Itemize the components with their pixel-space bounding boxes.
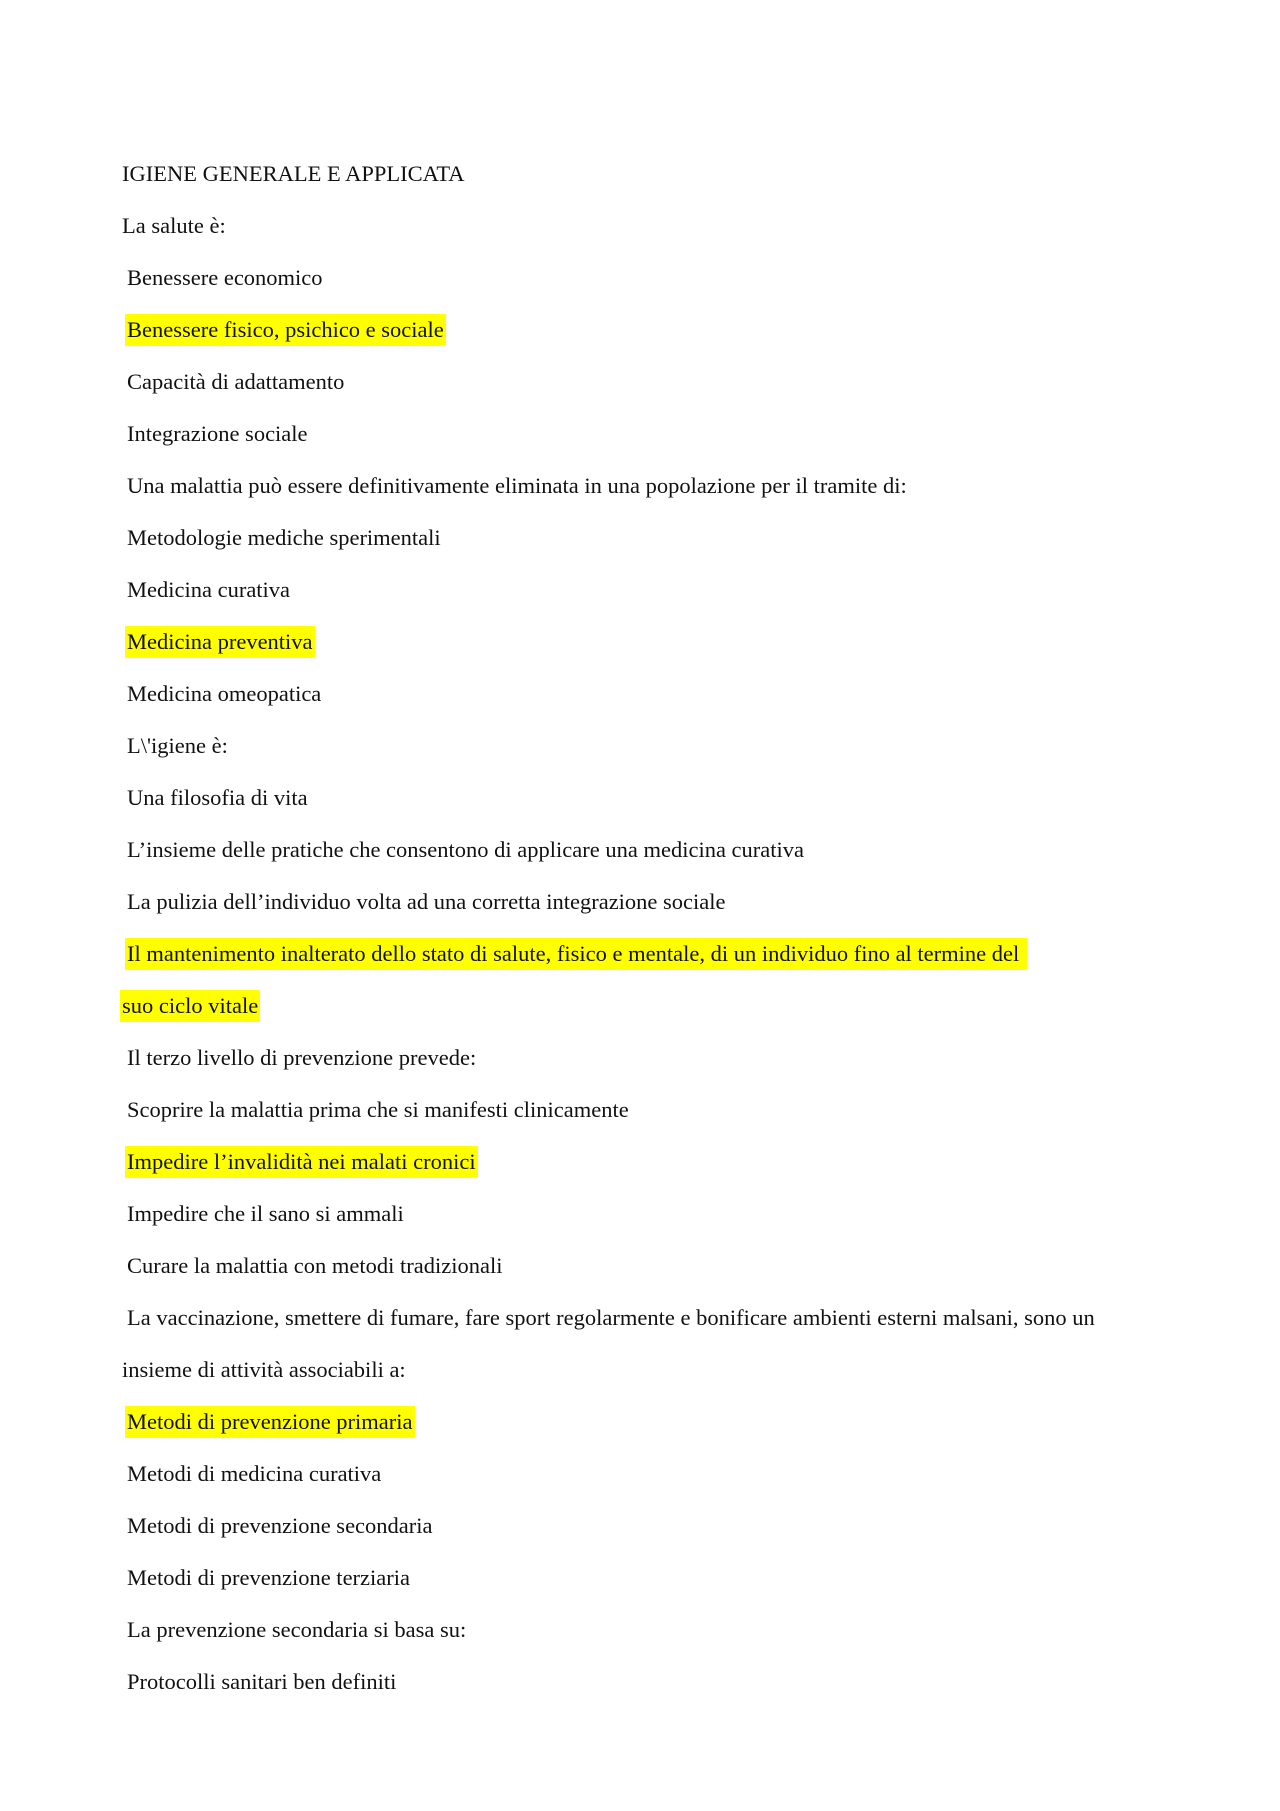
- line-text: Una filosofia di vita: [127, 785, 308, 810]
- line-text: Curare la malattia con metodi tradizionali: [127, 1253, 503, 1278]
- line-text: Scoprire la malattia prima che si manifesti clinicamente: [127, 1097, 629, 1122]
- line-text: Medicina curativa: [127, 577, 291, 602]
- text-line: [120, 200, 1160, 252]
- text-line: [120, 1604, 1160, 1656]
- text-line: [120, 1084, 1160, 1136]
- text-line: [120, 512, 1160, 564]
- text-line: [120, 876, 1160, 928]
- line-text: Impedire l’invalidità nei malati cronici: [125, 1146, 478, 1178]
- line-text: Il mantenimento inalterato dello stato di salute, fisico e mentale, di un individuo fino al termine del: [125, 938, 1027, 970]
- line-text: Metodi di medicina curativa: [127, 1461, 382, 1486]
- highlighted-line: [120, 1396, 1160, 1448]
- line-text: L’insieme delle pratiche che consentono di applicare una medicina curativa: [127, 837, 805, 862]
- text-line: [120, 1552, 1160, 1604]
- line-text: Benessere fisico, psichico e sociale: [125, 314, 446, 346]
- text-line: [120, 1032, 1160, 1084]
- text-line: [120, 356, 1160, 408]
- text-line: [120, 824, 1160, 876]
- text-line: [120, 1240, 1160, 1292]
- line-text: Medicina preventiva: [125, 626, 315, 658]
- highlighted-line: [120, 304, 1160, 356]
- text-line: [120, 460, 1160, 512]
- line-text: IGIENE GENERALE E APPLICATA: [122, 161, 465, 186]
- highlighted-line: [120, 1136, 1160, 1188]
- line-text: Metodologie mediche sperimentali: [127, 525, 441, 550]
- text-line: [120, 772, 1160, 824]
- line-text: Capacità di adattamento: [127, 369, 345, 394]
- line-text: La salute è:: [122, 213, 226, 238]
- document-body: [120, 148, 1160, 1708]
- line-text: La pulizia dell’individuo volta ad una corretta integrazione sociale: [127, 889, 726, 914]
- highlighted-line: [120, 980, 1160, 1032]
- text-line: [120, 408, 1160, 460]
- text-line: [120, 1344, 1160, 1396]
- line-text: Metodi di prevenzione secondaria: [127, 1513, 433, 1538]
- text-line: [120, 1188, 1160, 1240]
- line-text: Metodi di prevenzione terziaria: [127, 1565, 410, 1590]
- text-line: [120, 252, 1160, 304]
- text-line: [120, 1292, 1160, 1344]
- line-text: Una malattia può essere definitivamente eliminata in una popolazione per il tramite di:: [127, 473, 907, 498]
- line-text: Medicina omeopatica: [127, 681, 322, 706]
- highlighted-line: [120, 616, 1160, 668]
- line-text: suo ciclo vitale: [120, 990, 260, 1022]
- text-line: [120, 668, 1160, 720]
- text-line: [120, 720, 1160, 772]
- text-line: [120, 564, 1160, 616]
- text-line: [120, 1656, 1160, 1708]
- highlighted-line: [120, 928, 1160, 980]
- line-text: La prevenzione secondaria si basa su:: [127, 1617, 467, 1642]
- line-text: Impedire che il sano si ammali: [127, 1201, 404, 1226]
- line-text: Integrazione sociale: [127, 421, 308, 446]
- line-text: La vaccinazione, smettere di fumare, fare sport regolarmente e bonificare ambienti esterni malsani, sono un: [127, 1305, 1095, 1330]
- text-line: [120, 1448, 1160, 1500]
- line-text: Benessere economico: [127, 265, 323, 290]
- line-text: Il terzo livello di prevenzione prevede:: [127, 1045, 477, 1070]
- line-text: Metodi di prevenzione primaria: [125, 1406, 415, 1438]
- line-text: Protocolli sanitari ben definiti: [127, 1669, 397, 1694]
- line-text: L\'igiene è:: [127, 733, 228, 758]
- text-line: [120, 1500, 1160, 1552]
- line-text: insieme di attività associabili a:: [122, 1357, 406, 1382]
- document-title: [120, 148, 1160, 200]
